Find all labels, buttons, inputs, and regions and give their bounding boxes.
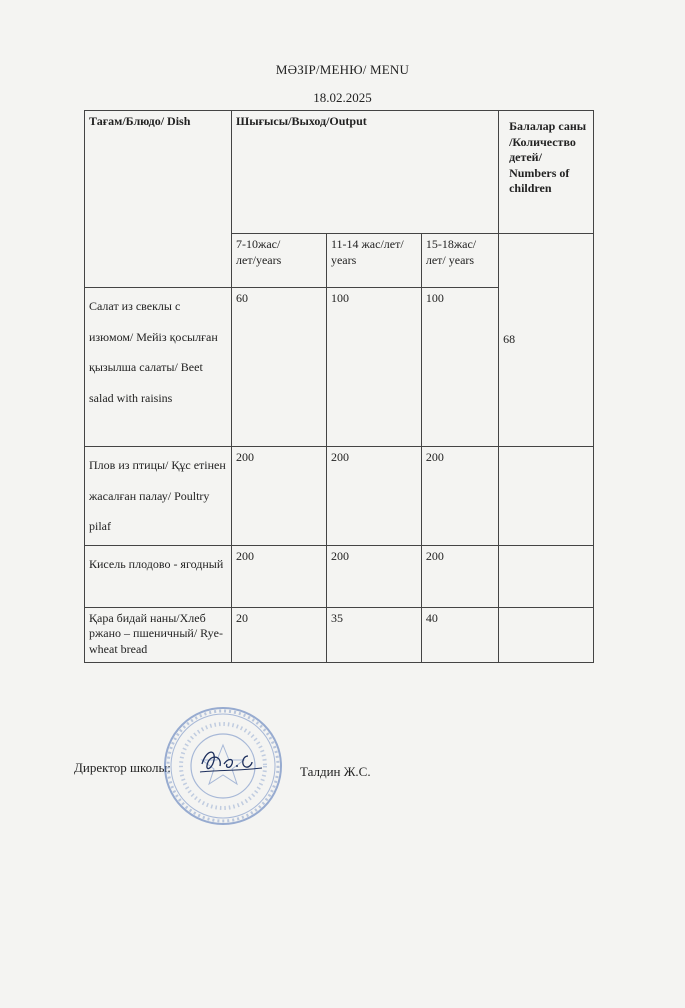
table-row <box>85 545 594 607</box>
output-7-10: 200 <box>232 545 327 607</box>
output-15-18: 100 <box>421 288 498 447</box>
children-empty-cell <box>499 607 594 662</box>
dish-name: Қара бидай наны/Хлеб ржано – пшеничный/ Rye-wheat bread <box>85 607 232 662</box>
output-15-18: 200 <box>421 545 498 607</box>
director-label: Директор школы: <box>74 760 171 775</box>
children-empty-cell <box>499 545 594 607</box>
age-group-7-10: 7-10жас/лет/years <box>232 234 327 288</box>
age-group-15-18: 15-18жас/лет/ years <box>421 234 498 288</box>
children-column-header: Балалар саны /Количество детей/ Numbers of children <box>499 111 594 234</box>
output-11-14: 200 <box>326 545 421 607</box>
menu-table <box>84 110 594 663</box>
output-15-18: 200 <box>421 447 498 546</box>
age-group-11-14: 11-14 жас/лет/ years <box>326 234 421 288</box>
page-title: МӘЗІР/МЕНЮ/ MENU <box>275 62 410 77</box>
children-empty-cell <box>499 447 594 546</box>
output-11-14: 200 <box>326 447 421 546</box>
output-7-10: 200 <box>232 447 327 546</box>
table-row <box>85 447 594 546</box>
output-7-10: 20 <box>232 607 327 662</box>
output-11-14: 35 <box>326 607 421 662</box>
output-column-header: Шығысы/Выход/Output <box>232 111 499 234</box>
children-count: 68 <box>499 234 594 447</box>
dish-name: Кисель плодово - ягодный <box>85 545 232 607</box>
table-header-row <box>85 111 594 234</box>
table-row <box>85 607 594 662</box>
output-15-18: 40 <box>421 607 498 662</box>
dish-name: Салат из свеклы с изюмом/ Мейіз қосылған қызылша салаты/ Beet salad with raisins <box>85 288 232 447</box>
director-name: Талдин Ж.С. <box>300 764 371 779</box>
handwritten-signature-icon <box>196 742 268 782</box>
output-7-10: 60 <box>232 288 327 447</box>
output-11-14: 100 <box>326 288 421 447</box>
dish-name: Плов из птицы/ Құс етінен жасалған палау/ Poultry pilaf <box>85 447 232 546</box>
dish-column-header: Тағам/Блюдо/ Dish <box>85 111 232 288</box>
menu-date: 18.02.2025 <box>313 90 372 105</box>
